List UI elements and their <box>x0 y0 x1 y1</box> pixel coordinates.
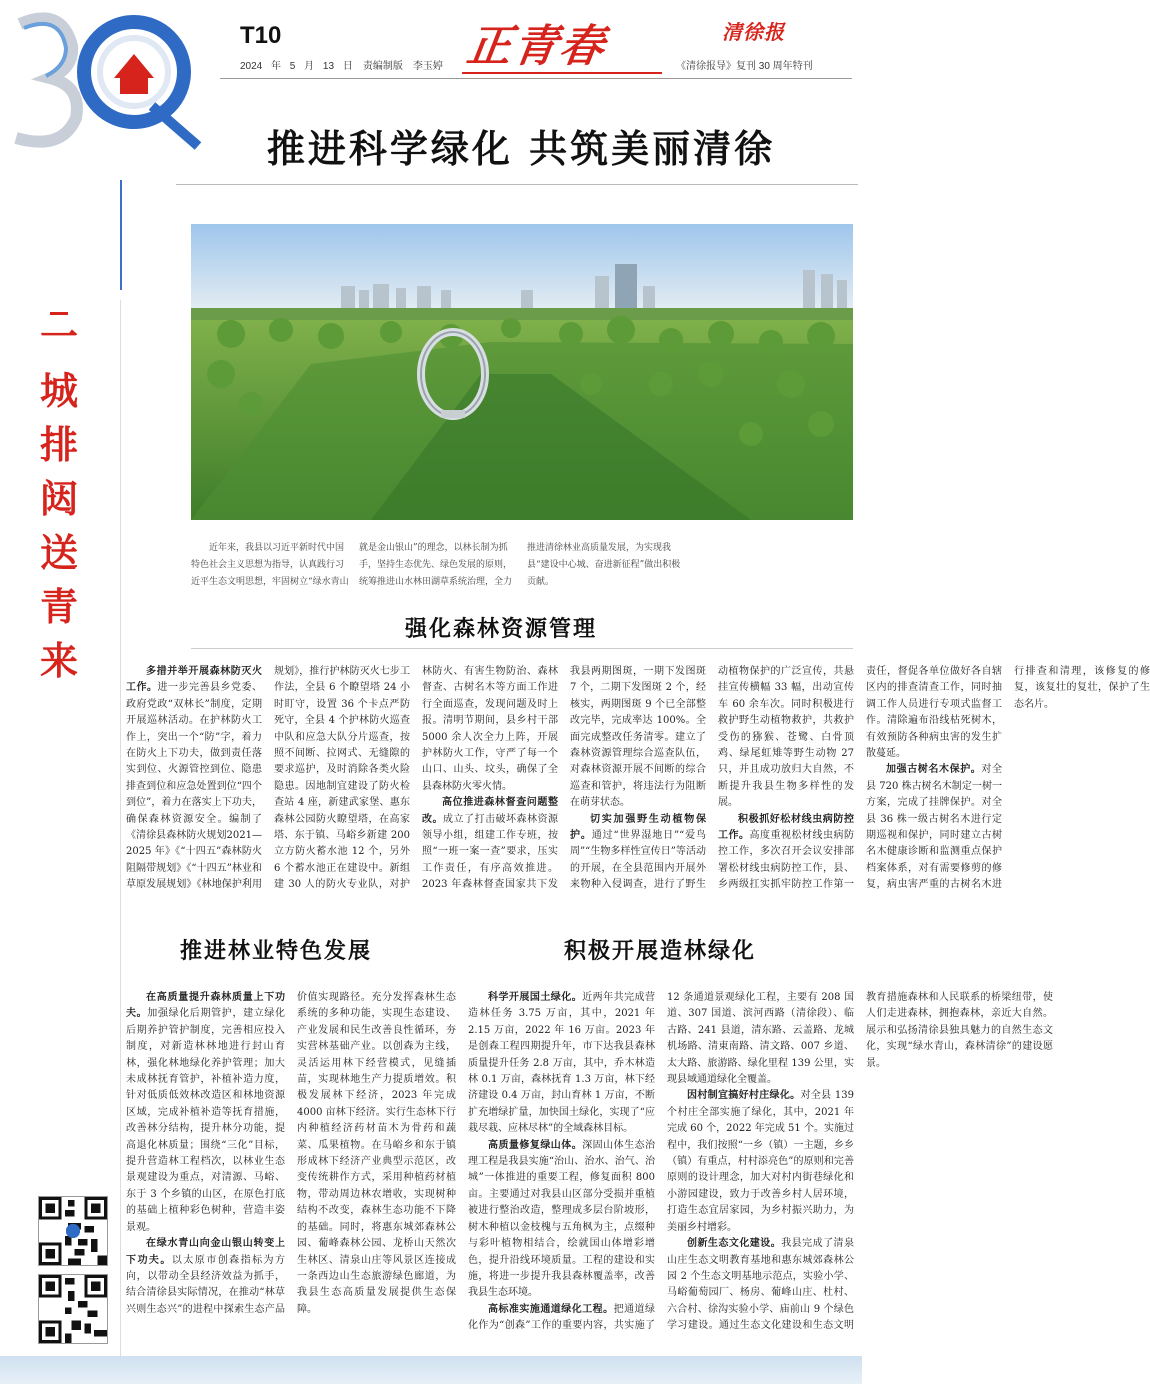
header-divider <box>220 78 852 79</box>
qr-code-icon[interactable] <box>38 1274 108 1344</box>
forest-paragraph: 积极抓好松材线虫病防控工作。高度重视松材线虫病防控工作，多次召开会议安排部署松材线虫病防控工作，县、乡两级扛实抓牢防控工作第一责任，督促各单位做好各自辖区内的排查清查工作，同时抽调工作人员进行专项式监督工作。清除遍布沿线枯死树木，有效预防各种病虫害的发生扩散蔓延。 <box>718 666 1002 891</box>
section-title-industry: 推进林业特色发展 <box>179 938 372 964</box>
photo-caption: 近年来，我县以习近平新时代中国特色社会主义思想为指导，认真践行习近平生态文明思想，牢固树立“绿水青山就是金山银山”的理念，以林长制为抓手，坚持生态优先、绿色发展的原则，统筹推进山水林田湖草系统治理，全力推进清徐林业高质量发展，为实现我县“建设中心城、奋进新征程”做出积极贡献。 <box>191 543 681 587</box>
left-accent-rule <box>120 180 122 290</box>
masthead-title: 正青春 <box>463 21 609 72</box>
industry-article <box>126 990 456 1350</box>
section-title-afforestation: 积极开展造林绿化 <box>563 938 756 964</box>
park-photo <box>191 224 853 520</box>
page-header <box>0 0 862 80</box>
headline-divider <box>176 184 858 185</box>
forest-paragraph: 多措并举开展森林防灭火工作。进一步完善县乡党委、政府党政“双林长”制度，定期开展巡林活动。在护林防火工作上，突出一个“防”字，着力在防火上下功夫，做到责任落实到位、火源管控到位、隐患排查到位和应急处置到位“四个到位”，着力在落实上下功夫，确保森林资源安全。编制了《清徐县森林防火规划2021—2025 年》《“十四五”森林防火阻隔带规划》《“十四五”林业和草原发展规划》《林地保护利用规划》，推行护林防灭火七步工作法，全县 6 个瞭望塔 24 小时盯守，设置 36 个卡点严防死守，全县 4 个护林防火巡查中队和应急大队分片巡查，按照不间断、拉网式、无缝隙的要求巡护，及时消除各类火险隐患。因地制宜建设了防火检查站 4 座，新建武家堡、惠东森林公园防火瞭望塔，在高家塔、东于镇、马峪乡新建 200 立方防火蓄水池 12 个，另外 6 个蓄水池正在建设中。新组建 30 人的防火专业队，对护林防火、有害生物防治、森林督查、古树名木等方面工作进行全面巡查，发现问题及时上报。清明节期间，县乡村干部 5000 余人次全力上阵，开展护林防火工作，守严了每一个山口、山头、坟头，确保了全县森林防火零火情。 <box>126 666 558 891</box>
afforestation-paragraph: 高标准实施通道绿化工程。把通道绿化作为“创森”工作的重要内容，共实施了 12 条通道景观绿化工程，主要有 208 国道、307 国道、滨河西路（清徐段）、临古路、241 县道，清东路、云盖路、龙城机场路、清東南路、清文路、007 乡道、太大路、旅游路、绿化里程 139 公里，实现县域通道绿化全覆盖。 <box>468 992 854 1332</box>
anniversary-30-logo <box>2 6 202 156</box>
page-number: T10 <box>240 22 282 49</box>
vertical-title: 一城排闼送青来 <box>39 315 78 683</box>
forest-article <box>126 664 1150 904</box>
park-landscape-image <box>191 224 853 520</box>
afforestation-paragraph: 高质量修复绿山体。深固山体生态治理工程是我县实施“治山、治水、治气、治城”一体推进的重要工程，修复面积 800 亩。主要通过对我县山区部分受损并重植被进行整治改造，整理成多层台阶坡形，树木种植以金枝槐与五角枫为主，点缀种与彩叶植物相结合，绘就国山体增彩增色，提升沿线环境质量。工程的建设和实施，将进一步提升我县森林覆盖率，改善我县生态环境。 <box>468 1139 656 1299</box>
page-headline: 推进科学绿化 共筑美丽清徐 <box>266 127 776 171</box>
newspaper-subtitle: 《清徐报导》复刊 30 周年特刊 <box>676 61 813 72</box>
section-divider <box>191 648 853 649</box>
afforestation-paragraph: 科学开展国土绿化。近两年共完成营造林任务 3.75 万亩，其中，2021 年 2.15 万亩，2022 年 16 万亩。2023 年是创森工程四期提升年，市下达我县森林质量提升任务 2.8 万亩，其中，乔木林造林 0.1 万亩，森林抚育 1.3 万亩，林下经济建设 0.4 万亩，封山育林 1 万亩，不断扩充增绿扩量，加快国土绿化，实现了“应栽尽栽、应林尽林”的全域森林目标。 <box>468 992 656 1135</box>
masthead-underline <box>462 72 662 74</box>
industry-paragraph: 在绿水青山向金山银山转变上下功夫。以太原市创森指标为方向，以带动全县经济效益为抓手，结合清徐县实际情况，在推动“林草兴则生态兴”的进程中探索生态产品价值实现路径。充分发挥森林生态系统的多种功能，实现生态建设、产业发展和民生改善良性循环，夯实营林基础产业。以创森为主线，灵活运用林下经营模式，见缝插苗，实现林地生产力提质增效。积极发展林下经济，2023 年完成 4000 亩林下经济。实行生态林下行内种植经济药材苗木为骨药和蔬菜、瓜果植物。在马峪乡和东于镇形成林下经济产业典型示范区，改变传统耕作方式，采用种植药材植物，带动周边林农增收，实现树种结构不改变，森林生态功能不下降的基础。同时，将惠东城郊森林公园、葡峰森林公园、龙桥山天然次生林区、清泉山庄等风景区连接成一条西边山生态旅游绿色廊道，为我县生态高质量发展提供生态保障。 <box>126 992 456 1315</box>
footer-skyline-band <box>0 1356 862 1384</box>
industry-paragraph: 在高质量提升森林质量上下功夫。加强绿化后期管护，建立绿化后期养护管护制度，完善相应投入制度，对新造林林地进行封山育林，强化林地绿化养护管理；加大未成林抚育管护，补植补造力度，针对低质低效林改造区和林地资源区域，完成补植补造等抚育措施，改善林分结构，提升林分功能，提高退化林质量；围绕“三化”目标，提升营造林工程档次，以林业生态景观建设为重点，对清源、马峪、东于 3 个乡镇的山区，在原色打底的基础上植种彩色树种，营造丰姿景观。 <box>126 992 286 1233</box>
newspaper-brand: 清徐报 <box>722 20 785 44</box>
afforestation-paragraph: 因村制宜搞好村庄绿化。对全县 139 个村庄全部实施了绿化，其中，2021 年完成 60 个，2022 年完成 51 个。实施过程中，我们按照“一乡（镇）一主题，乡乡（镇）有重点，村村添亮色”的原则和完善原则的设计理念，加大对村内街巷绿化和小游园建设，致力于改善乡村人居环境，打造生态宜居家园，为乡村振兴助力，为美丽乡村增彩。 <box>667 1090 855 1233</box>
afforestation-paragraph: 创新生态文化建设。我县完成了清泉山庄生态文明教育基地和惠东城郊森林公园 2 个生态文明基地示范点，实验小学、马峪葡萄园厂、杨房、葡峰山庄、杜村、六合村、徐沟实验小学、庙前山 9 个绿色学习建设。通过生态文化建设和生态文明教育措施森林和人民联系的桥梁纽带，使人们走进森林，拥抱森林，亲近大自然。展示和弘扬清徐县独具魅力的自然生态文化，实现“绿水青山，森林清徐”的建设愿景。 <box>667 992 1053 1332</box>
section-title-forest: 强化森林资源管理 <box>404 616 597 642</box>
left-column-rule <box>120 300 121 1380</box>
forest-paragraph: 高位推进森林督查问题整改。成立了打击破坏森林资源领导小组，组建工作专班，按照“一班一案一查”要求，压实工作责任，有序高效推进。2023 年森林督查国家共下发我县两期图斑，一期下发图斑 7 个，二期下发图斑 2 个，经核实，两期图斑 9 个已全部整改完毕，完成率达 100%。全面完成整改任务清零。建立了森林资源管理综合巡查队伍，对森林资源开展不间断的综合巡查和管护，将违法行为阻断在萌芽状态。 <box>422 666 706 891</box>
forest-paragraph: 切实加强野生动植物保护。通过“世界湿地日”“爱鸟周”“生物多样性宣传日”等活动的开展，在全县范围内开展外来物种入侵调查，进行了野生动植物保护的广泛宣传，共悬挂宣传横幅 33 幅，出动宣传车 60 余车次。同时积极进行救护野生动植物救护，共救护受伤的猕猴、苍鹭、白骨顶鸡、绿尾虹雉等野生动物 27 只，并且成功放归大自然，不断提升我县生物多样性的发展。 <box>570 666 854 891</box>
forest-paragraph: 加强古树名木保护。对全县 720 株古树名木制定一树一方案，完成了挂牌保护。对全县 36 株一级古树名木进行定期巡视和保护，同时建立古树名木健康诊断和监测重点保护档案体系，对有需要修剪的修复，病虫害严重的古树名木进行排查和清理，该修复的修复，该复壮的复壮，保护了生态名片。 <box>866 666 1150 891</box>
qr-code-icon[interactable] <box>38 1196 108 1266</box>
date-line: 2024 年 5 月 13 日 责编制版 李玉婷 <box>240 61 443 72</box>
afforestation-article <box>468 990 1053 1350</box>
